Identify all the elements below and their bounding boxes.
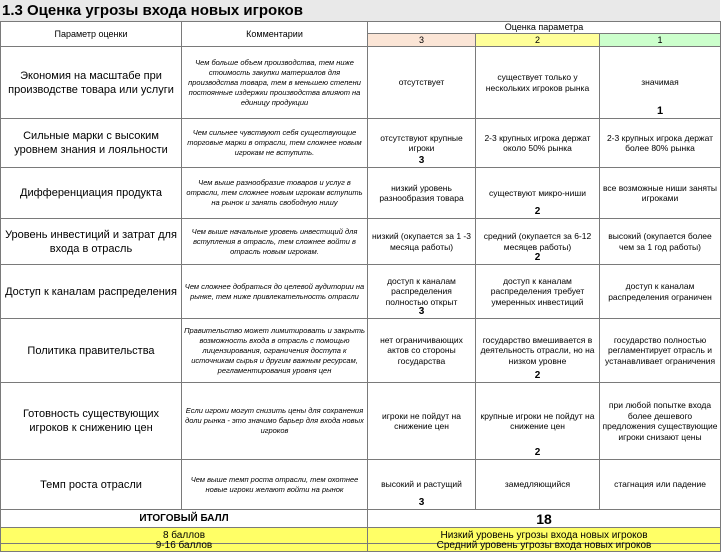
option-1: значимая — [641, 77, 679, 88]
table-row — [1, 265, 721, 319]
option-2-cell — [476, 383, 600, 460]
param-name: Политика правительства — [1, 319, 182, 383]
param-comment: Чем сильнее чувствуют себя существующие торговые марки в отрасли, тем сложнее новым игрокам не вступить. — [182, 119, 368, 168]
option-3: нет ограничивающих актов со стороны государства — [368, 319, 476, 383]
param-name: Готовность существующих игроков к снижению цен — [1, 383, 182, 460]
row-score: 2 — [534, 252, 541, 263]
table-row — [1, 119, 721, 168]
option-1: при любой попытке входа более дешевого предложения существующие игроки снизают цены — [600, 383, 721, 460]
header-evaluation: Оценка параметра — [368, 22, 721, 34]
param-name: Сильные марки с высоким уровнем знания и лояльности — [1, 119, 182, 168]
option-2-cell — [476, 168, 600, 219]
total-label: ИТОГОВЫЙ БАЛЛ — [1, 510, 368, 528]
header-comment: Комментарии — [182, 22, 368, 47]
option-3: доступ к каналам распределения полностью открыт — [385, 275, 458, 307]
option-1: все возможные ниши заняты игроками — [600, 168, 721, 219]
row-score: 3 — [418, 497, 425, 508]
row-score: 2 — [534, 447, 541, 458]
option-3-cell — [368, 119, 476, 168]
param-comment: Чем больше объем производства, тем ниже стоимость закупки материалов для производства товара, тем в меньшею степени постоянные издержки производства влияют на единицу продукции — [182, 47, 368, 119]
option-2: замедляющийся — [476, 460, 600, 510]
param-comment: Чем выше разнообразие товаров и услуг в отрасли, тем сложнее новым игрокам вступить на рынок и занять свободную нишу — [182, 168, 368, 219]
points-range-partial: 9-16 баллов — [1, 544, 368, 552]
option-3: низкий уровень разнообразия товара — [368, 168, 476, 219]
page-title: 1.3 Оценка угрозы входа новых игроков — [0, 0, 720, 21]
option-3-cell — [368, 460, 476, 510]
option-2: 2-3 крупных игрока держат около 50% рынка — [476, 119, 600, 168]
option-3-cell — [368, 265, 476, 319]
param-comment: Чем выше начальные уровень инвестиций для вступления в отрасль, тем сложнее войти в отрасль новым игрокам. — [182, 219, 368, 265]
option-2: средний (окупается за 6-12 месяцев работы) — [483, 231, 592, 252]
option-2: государство вмешивается в деятельность отрасли, но на низком уровне — [480, 334, 595, 366]
option-2-cell — [476, 219, 600, 265]
option-2: существуют микро-ниши — [489, 187, 586, 198]
option-2: существует только у нескольких игроков рынка — [476, 47, 600, 119]
param-comment: Правительство может лимитировать и закрыть возможность входа в отрасль с помощью лицензирования, ограничения доступа к источникам сырья и другим важным ресурсам, регламентирования уровня цен — [182, 319, 368, 383]
header-score-3: 3 — [368, 34, 476, 47]
option-3: низкий (окупается за 1 -3 месяца работы) — [368, 219, 476, 265]
table-row — [1, 47, 721, 119]
option-3: высокий и растущий — [381, 479, 462, 490]
option-1: государство полностью регламентирует отрасль и устанавливает ограничения — [600, 319, 721, 383]
total-value: 18 — [368, 510, 721, 528]
threat-level: Низкий уровень угрозы входа новых игроков — [368, 528, 721, 544]
param-comment: Чем выше темп роста отрасли, тем охотнее новые игроки желают войти на рынок — [182, 460, 368, 510]
table-row — [1, 319, 721, 383]
param-name: Темп роста отрасли — [1, 460, 182, 510]
option-3: отсутствуют крупные игроки — [380, 132, 463, 153]
param-comment: Чем сложнее добраться до целевой аудитории на рынке, тем ниже привлекательность отрасли — [182, 265, 368, 319]
option-1-cell — [600, 47, 721, 119]
param-comment: Если игроки могут снизить цены для сохранения доли рынка - это значимо барьер для входа новых игроков — [182, 383, 368, 460]
param-name: Экономия на масштабе при производстве товара или услуги — [1, 47, 182, 119]
header-param: Параметр оценки — [1, 22, 182, 47]
param-name: Уровень инвестиций и затрат для входа в отрасль — [1, 219, 182, 265]
row-score: 2 — [534, 206, 541, 217]
option-2-cell — [476, 319, 600, 383]
option-1: доступ к каналам распределения ограничен — [600, 265, 721, 319]
row-score: 1 — [656, 105, 664, 117]
table-row — [1, 219, 721, 265]
points-row-partial — [1, 544, 721, 552]
option-1: 2-3 крупных игрока держат более 80% рынка — [600, 119, 721, 168]
threat-level-partial: Средний уровень угрозы входа новых игроков — [368, 544, 721, 552]
param-name: Доступ к каналам распределения — [1, 265, 182, 319]
threat-assessment-table — [0, 21, 721, 552]
option-3: игроки не пойдут на снижение цен — [368, 383, 476, 460]
option-1: стагнация или падение — [600, 460, 721, 510]
option-2: крупные игроки не пойдут на снижение цен — [480, 410, 595, 431]
param-name: Дифференциация продукта — [1, 168, 182, 219]
total-row — [1, 510, 721, 528]
row-score: 3 — [418, 155, 425, 166]
row-score: 3 — [418, 306, 425, 317]
option-1: высокий (окупается более чем за 1 год работы) — [600, 219, 721, 265]
option-3: отсутствует — [368, 47, 476, 119]
points-range: 8 баллов — [1, 528, 368, 544]
header-score-1: 1 — [600, 34, 721, 47]
header-row-top — [1, 22, 721, 34]
table-row — [1, 383, 721, 460]
option-2: доступ к каналам распределения требует умеренных инвестиций — [476, 265, 600, 319]
table-row — [1, 460, 721, 510]
header-score-2: 2 — [476, 34, 600, 47]
table-row — [1, 168, 721, 219]
row-score: 2 — [534, 370, 541, 381]
